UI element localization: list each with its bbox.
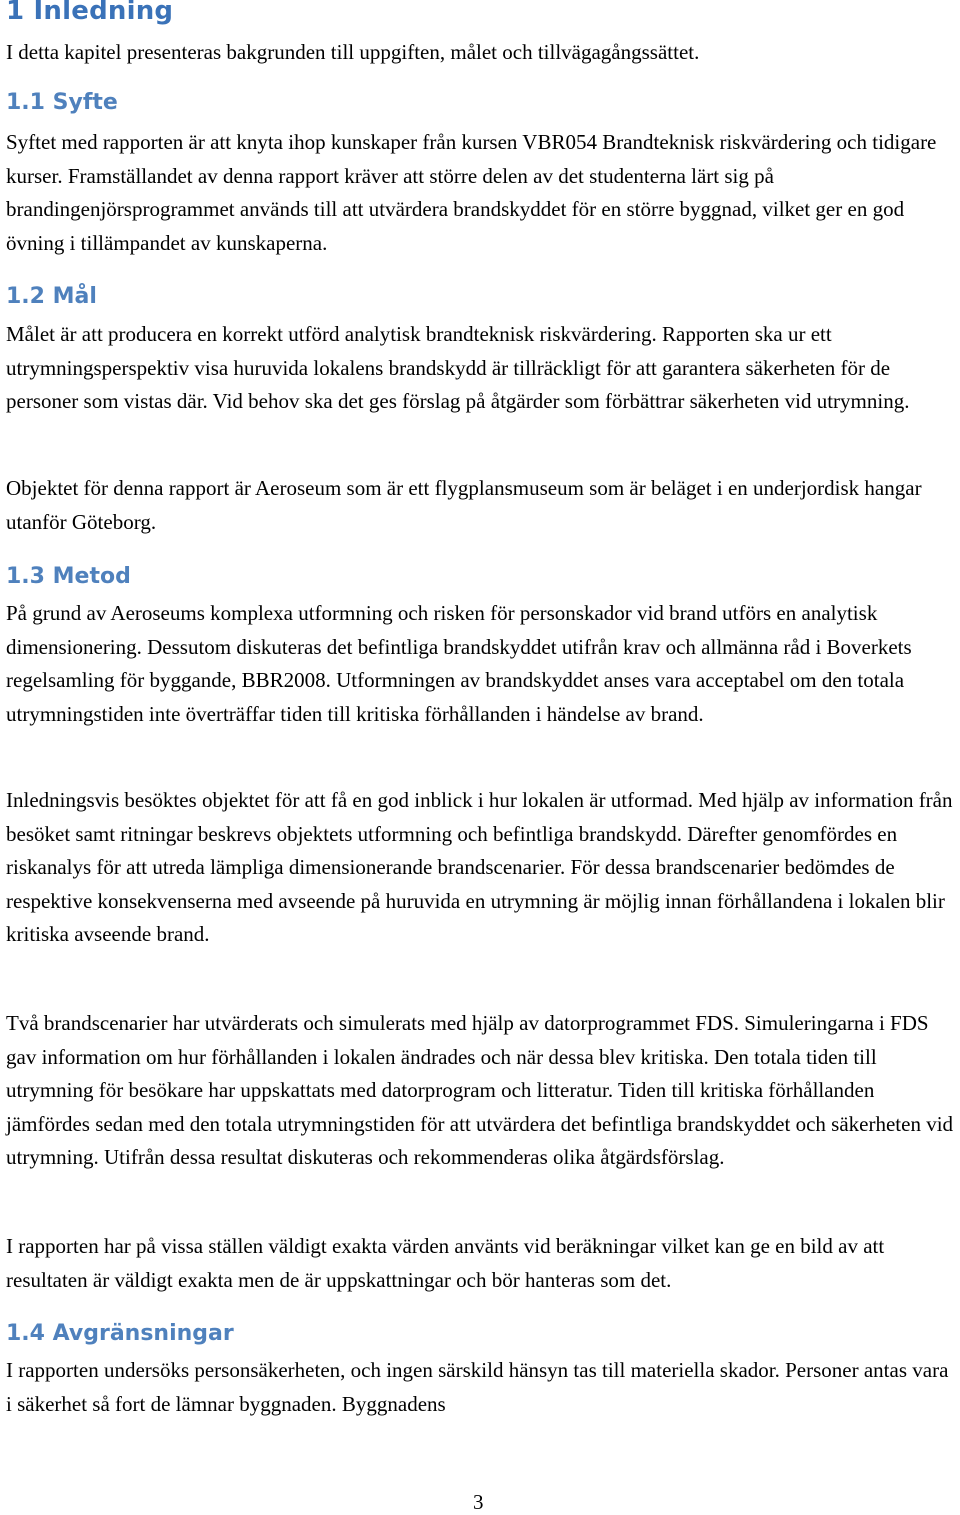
section-paragraph: I rapporten har på vissa ställen väldigt exakta värden använts vid beräkningar vilket kan ge en bild av att resultaten är väldigt exakta men de är uppskattningar och bör hanteras som det. bbox=[6, 1234, 885, 1292]
chapter-heading: 1 Inledning bbox=[6, 0, 174, 26]
chapter-intro: I detta kapitel presenteras bakgrunden till uppgiften, målet och tillvägagångssättet. bbox=[6, 40, 700, 64]
section-heading-avgransningar: 1.4 Avgränsningar bbox=[6, 1321, 234, 1346]
section-paragraph: Två brandscenarier har utvärderats och simulerats med hjälp av datorprogrammet FDS. Simuleringarna i FDS gav information om hur förhållanden i lokalen ändrades och när dessa blev kritiska. Den totala tiden till utrymning för besökare har uppskattats med datorprogram och litteratur. Tiden till kritiska förhållanden jämfördes sedan med den totala utrymningstiden för att utvärdera det befintliga brandskyddet och säkerheten vid utrymning. Utifrån dessa resultat diskuteras och rekommenderas olika åtgärdsförslag. bbox=[6, 1011, 954, 1169]
section-paragraph: På grund av Aeroseums komplexa utformning och risken för personskador vid brand utförs en analytisk dimensionering. Dessutom diskuteras det befintliga brandskyddet utifrån krav och allmänna råd i Boverkets regelsamling för byggande, BBR2008. Utformningen av brandskyddet anses vara acceptabel om den totala utrymningstiden inte överträffar tiden till kritiska förhållanden i händelse av brand. bbox=[6, 601, 912, 726]
section-heading-syfte: 1.1 Syfte bbox=[6, 90, 118, 115]
section-paragraph: Objektet för denna rapport är Aeroseum som är ett flygplansmuseum som är beläget i en underjordisk hangar utanför Göteborg. bbox=[6, 476, 922, 534]
section-paragraph: Målet är att producera en korrekt utförd analytisk brandteknisk riskvärdering. Rapporten ska ur ett utrymningsperspektiv visa huruvida lokalens brandskydd är tillräckligt för att garantera säkerheten för de personer som vistas där. Vid behov ska det ges förslag på åtgärder som förbättrar säkerheten vid utrymning. bbox=[6, 322, 910, 413]
page-number: 3 bbox=[473, 1490, 484, 1514]
section-heading-mal: 1.2 Mål bbox=[6, 284, 97, 309]
section-paragraph: I rapporten undersöks personsäkerheten, och ingen särskild hänsyn tas till materiella skador. Personer antas vara i säkerhet så fort de lämnar byggnaden. Byggnadens bbox=[6, 1358, 949, 1416]
section-paragraph: Syftet med rapporten är att knyta ihop kunskaper från kursen VBR054 Brandteknisk riskvärdering och tidigare kurser. Framställandet av denna rapport kräver att större delen av det studenterna lärt sig på brandingenjörsprogrammet används till att utvärdera brandskyddet för en större byggnad, vilket ger en god övning i tillämpandet av kunskaperna. bbox=[6, 130, 937, 255]
section-heading-metod: 1.3 Metod bbox=[6, 564, 131, 589]
section-paragraph: Inledningsvis besöktes objektet för att få en god inblick i hur lokalen är utformad. Med hjälp av information från besöket samt ritningar beskrevs objektets utformning och befintliga brandskydd. Därefter genomfördes en riskanalys för att utreda lämpliga dimensionerande brandscenarier. För dessa brandscenarier bedömdes de respektive konsekvenserna med avseende på huruvida en utrymning är möjlig innan förhållandena i lokalen blir kritiska avseende brand. bbox=[6, 788, 953, 946]
